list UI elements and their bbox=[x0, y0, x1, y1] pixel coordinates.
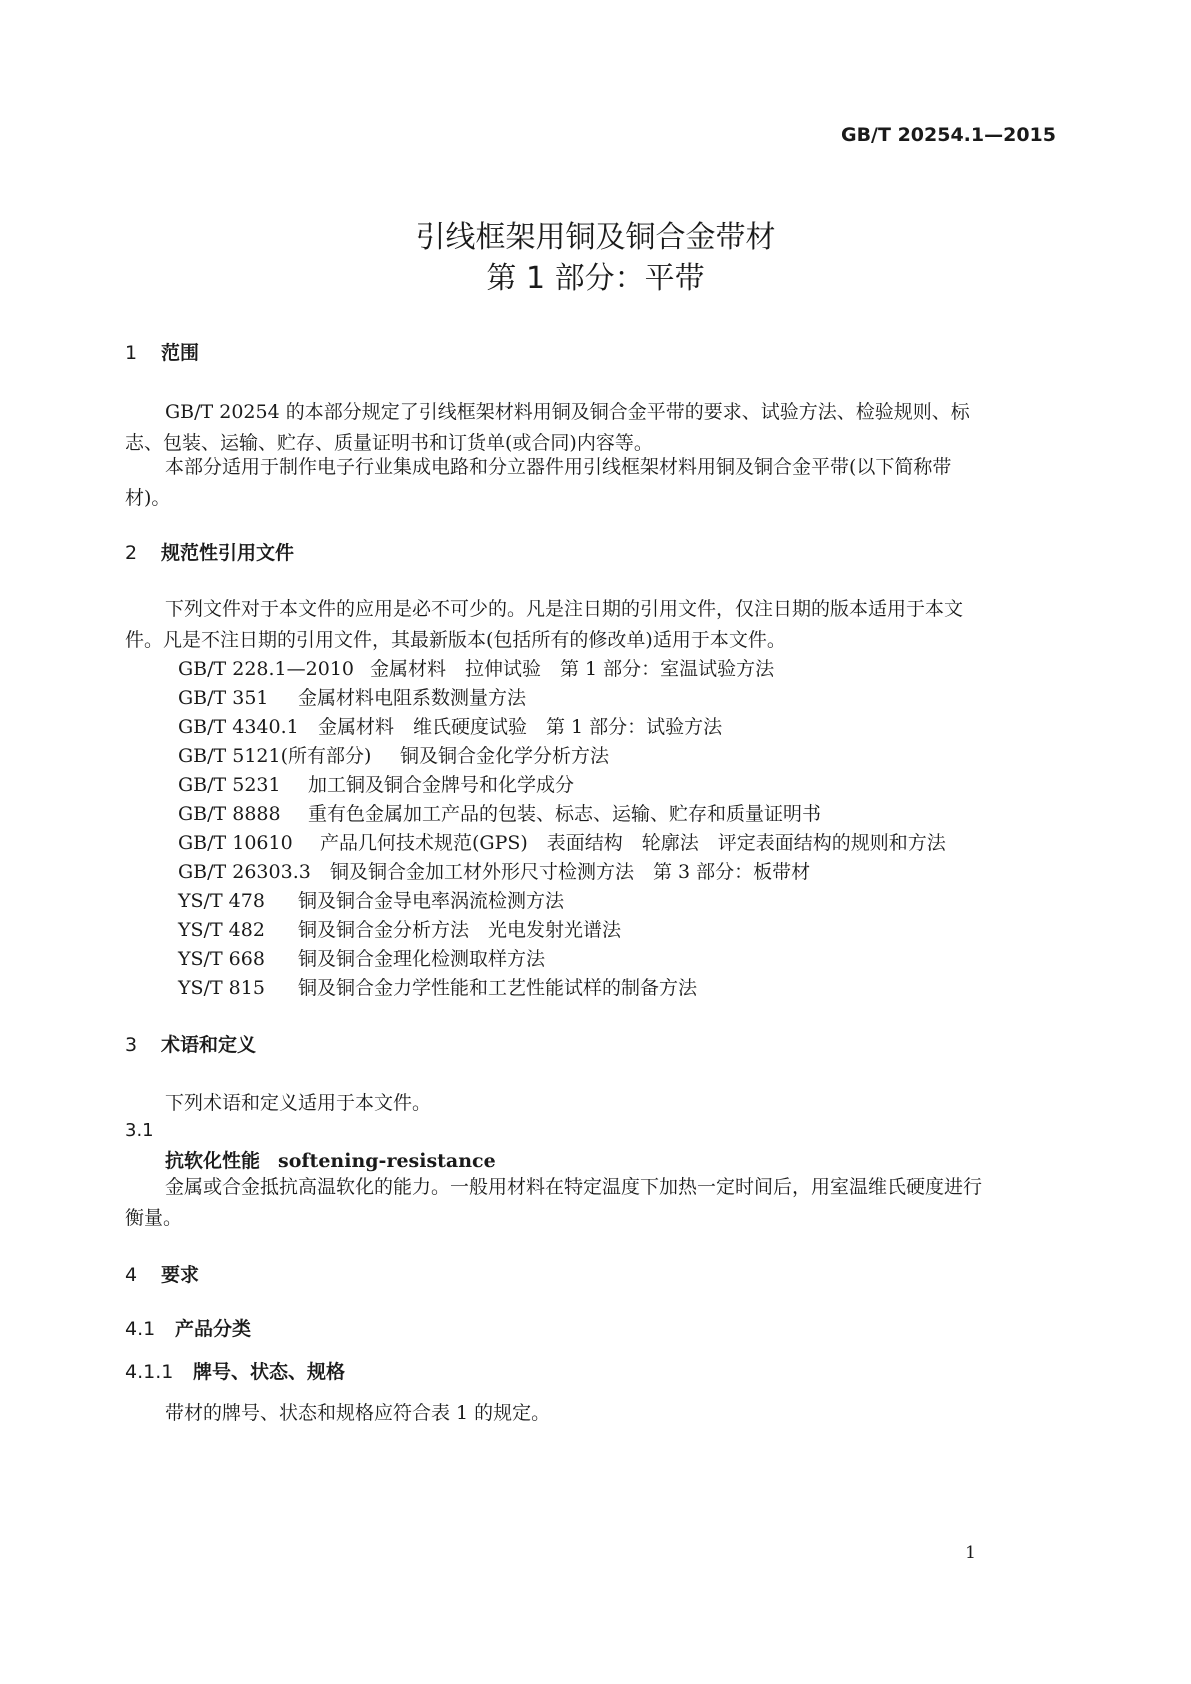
section-3-paragraph-1: 下列术语和定义适用于本文件。 bbox=[165, 1092, 432, 1114]
section-number: 4.1.1 bbox=[125, 1361, 174, 1383]
reference-title: 金属材料电阻系数测量方法 bbox=[298, 687, 527, 709]
reference-item bbox=[178, 712, 722, 739]
reference-title: 金属材料 维氏硬度试验 第 1 部分：试验方法 bbox=[318, 716, 723, 738]
reference-item bbox=[178, 915, 621, 942]
reference-code: YS/T 668 bbox=[178, 948, 265, 970]
section-3-heading bbox=[125, 1030, 256, 1057]
term-entry bbox=[165, 1146, 496, 1173]
document-subtitle: 第 1 部分：平带 bbox=[486, 261, 705, 296]
reference-code: GB/T 4340.1 bbox=[178, 716, 299, 738]
reference-item bbox=[178, 799, 821, 826]
reference-title: 铜及铜合金加工材外形尺寸检测方法 第 3 部分：板带材 bbox=[330, 861, 811, 883]
section-title: 要求 bbox=[161, 1264, 200, 1286]
section-number: 4.1 bbox=[125, 1318, 156, 1340]
reference-code: GB/T 5121(所有部分) bbox=[178, 745, 372, 767]
reference-item bbox=[178, 770, 574, 797]
term-chinese: 抗软化性能 bbox=[165, 1150, 261, 1172]
reference-code: GB/T 228.1—2010 bbox=[178, 658, 355, 680]
term-english: softening-resistance bbox=[278, 1150, 496, 1172]
page-number: 1 bbox=[965, 1543, 976, 1563]
reference-item bbox=[178, 886, 564, 913]
section-4-heading bbox=[125, 1260, 199, 1287]
reference-code: GB/T 5231 bbox=[178, 774, 281, 796]
section-title: 规范性引用文件 bbox=[161, 542, 295, 564]
section-title: 牌号、状态、规格 bbox=[193, 1361, 346, 1383]
section-number: 1 bbox=[125, 342, 138, 364]
reference-title: 铜及铜合金化学分析方法 bbox=[400, 745, 610, 767]
reference-code: GB/T 8888 bbox=[178, 803, 281, 825]
section-4-1-heading bbox=[125, 1314, 251, 1341]
reference-code: YS/T 478 bbox=[178, 890, 265, 912]
reference-item bbox=[178, 973, 697, 1000]
reference-title: 金属材料 拉伸试验 第 1 部分：室温试验方法 bbox=[370, 658, 775, 680]
reference-item bbox=[178, 857, 810, 884]
reference-title: 加工铜及铜合金牌号和化学成分 bbox=[308, 774, 575, 796]
section-2-heading bbox=[125, 538, 294, 565]
section-title: 术语和定义 bbox=[161, 1034, 257, 1056]
reference-title: 铜及铜合金导电率涡流检测方法 bbox=[298, 890, 565, 912]
reference-title: 铜及铜合金理化检测取样方法 bbox=[298, 948, 546, 970]
standard-code: GB/T 20254.1—2015 bbox=[840, 124, 1056, 146]
term-definition: 金属或合金抵抗高温软化的能力。一般用材料在特定温度下加热一定时间后，用室温维氏硬度进行衡量。 bbox=[125, 1176, 983, 1229]
section-number: 3 bbox=[125, 1034, 138, 1056]
reference-code: YS/T 815 bbox=[178, 977, 265, 999]
section-number: 4 bbox=[125, 1264, 138, 1286]
reference-code: YS/T 482 bbox=[178, 919, 265, 941]
reference-item bbox=[178, 828, 946, 855]
reference-item bbox=[178, 654, 774, 681]
reference-code: GB/T 351 bbox=[178, 687, 269, 709]
section-number: 2 bbox=[125, 542, 138, 564]
reference-item bbox=[178, 741, 609, 768]
reference-item bbox=[178, 944, 545, 971]
document-title: 引线框架用铜及铜合金带材 bbox=[415, 220, 776, 255]
section-title: 产品分类 bbox=[175, 1318, 252, 1340]
section-1-paragraph-1: GB/T 20254 的本部分规定了引线框架材料用铜及铜合金平带的要求、试验方法、检验规则、标志、包装、运输、贮存、质量证明书和订货单(或合同)内容等。 bbox=[125, 401, 970, 454]
term-number: 3.1 bbox=[125, 1120, 154, 1141]
reference-title: 产品几何技术规范(GPS) 表面结构 轮廓法 评定表面结构的规则和方法 bbox=[320, 832, 946, 854]
section-1-heading bbox=[125, 338, 199, 365]
reference-code: GB/T 26303.3 bbox=[178, 861, 311, 883]
section-4-1-1-paragraph: 带材的牌号、状态和规格应符合表 1 的规定。 bbox=[165, 1402, 551, 1424]
reference-code: GB/T 10610 bbox=[178, 832, 293, 854]
reference-item bbox=[178, 683, 526, 710]
section-1-paragraph-2: 本部分适用于制作电子行业集成电路和分立器件用引线框架材料用铜及铜合金平带(以下简称带材)。 bbox=[125, 456, 952, 509]
reference-title: 铜及铜合金力学性能和工艺性能试样的制备方法 bbox=[298, 977, 698, 999]
section-title: 范围 bbox=[161, 342, 200, 364]
reference-title: 重有色金属加工产品的包装、标志、运输、贮存和质量证明书 bbox=[308, 803, 822, 825]
section-4-1-1-heading bbox=[125, 1357, 345, 1384]
section-2-paragraph-1: 下列文件对于本文件的应用是必不可少的。凡是注日期的引用文件，仅注日期的版本适用于本文件。凡是不注日期的引用文件，其最新版本(包括所有的修改单)适用于本文件。 bbox=[125, 598, 964, 651]
reference-title: 铜及铜合金分析方法 光电发射光谱法 bbox=[298, 919, 622, 941]
